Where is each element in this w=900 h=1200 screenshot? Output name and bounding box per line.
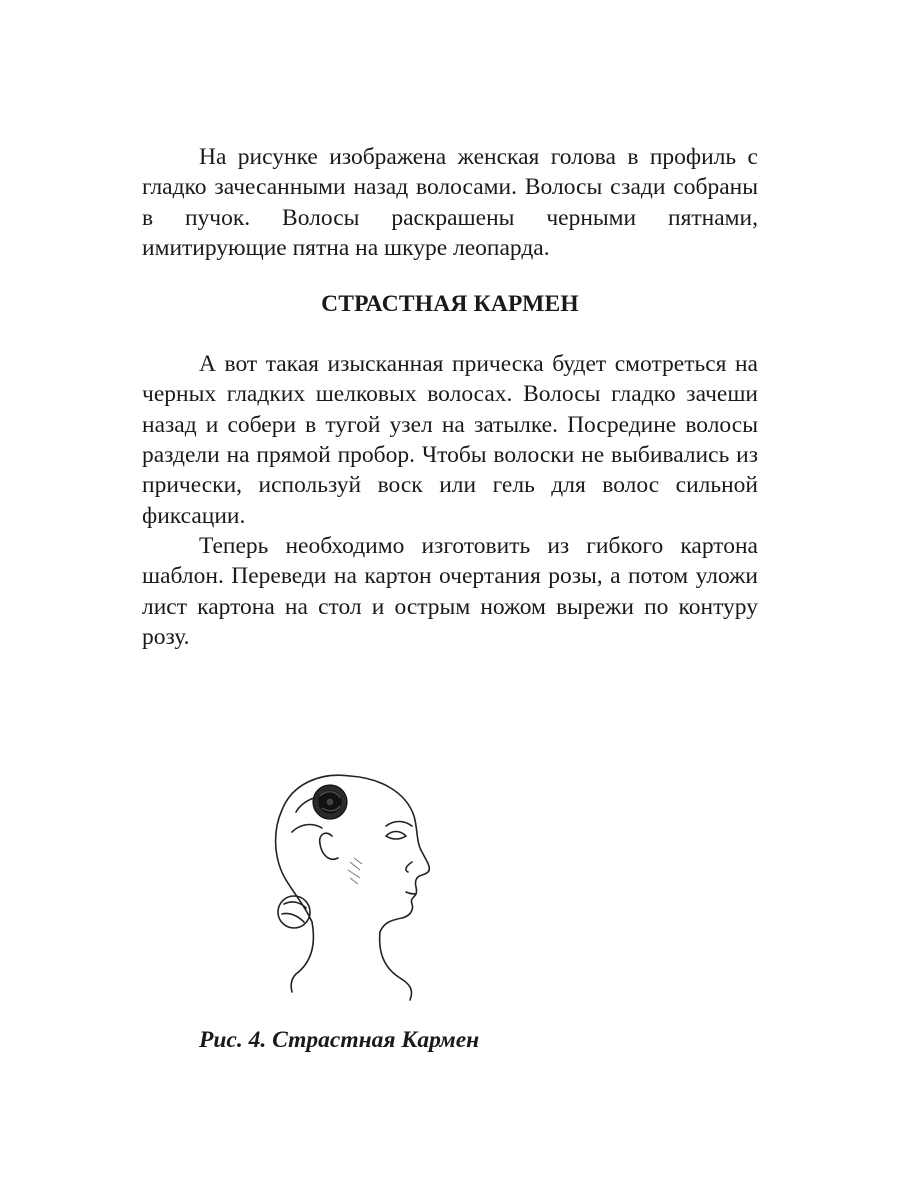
ear xyxy=(320,833,338,859)
cheek-shading xyxy=(348,858,362,884)
neck xyxy=(380,932,412,1000)
page-text-block xyxy=(142,142,758,652)
figure-caption: Рис. 4. Страстная Кармен xyxy=(199,1027,480,1053)
face-profile xyxy=(350,776,429,932)
section-title: СТРАСТНАЯ КАРМЕН xyxy=(321,291,579,318)
hair-bun xyxy=(278,896,310,928)
rose xyxy=(313,785,347,819)
figure-illustration xyxy=(200,712,460,1032)
body-paragraph-1: А вот такая изысканная прическа будет смотреться на черных гладких шелковых волосах. Волосы гладко зачеши назад и собери в тугой узел на затылке. Посредине волосы раздели на прямой пробор. Чтобы волоски не выбивались из прически, используй воск или гель для волос сильной фиксации. xyxy=(142,351,758,529)
body-paragraph-2: Теперь необходимо изготовить из гибкого картона шаблон. Переведи на картон очертания розы, а потом уложи лист картона на стол и острым ножом вырежи по контуру розу. xyxy=(142,532,758,650)
eye xyxy=(386,832,406,840)
intro-paragraph: На рисунке изображена женская голова в профиль с гладко зачесанными назад волосами. Волосы сзади собраны в пучок. Волосы раскрашены черными пятнами, имитирующие пятна на шкуре леопарда. xyxy=(142,144,758,261)
